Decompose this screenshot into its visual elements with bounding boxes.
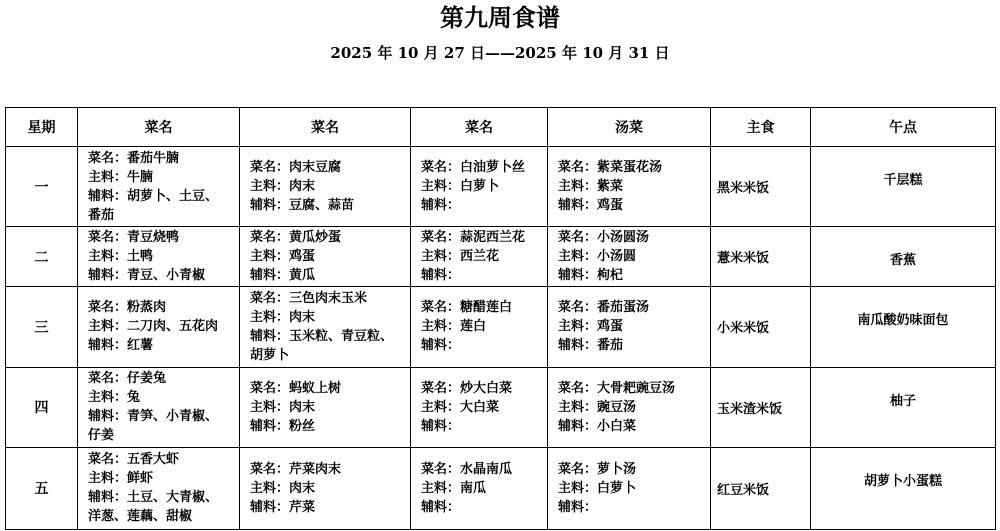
date-range: 2025 年 10 月 27 日——2025 年 10 月 31 日 — [330, 44, 670, 62]
dish-3-cell — [411, 367, 548, 447]
dish-line: 主料：二刀肉、五花肉 — [88, 319, 219, 335]
dish-line: 菜名：黄瓜炒蛋 — [250, 230, 342, 246]
dish-line: 主料：鸡蛋 — [250, 249, 316, 265]
dish-line: 辅料：胡萝卜、土豆、 — [88, 188, 219, 204]
dish-1-cell — [78, 287, 240, 367]
dish-line: 菜名：大骨耙豌豆汤 — [558, 380, 676, 396]
dish-2-cell — [240, 147, 411, 227]
dish-line: 主料：牛腩 — [88, 169, 154, 185]
dish-line: 主料：肉末 — [250, 480, 316, 496]
menu-table — [5, 107, 996, 530]
dish-1-cell — [78, 147, 240, 227]
dish-line: 主料：莲白 — [421, 319, 487, 335]
dish-line: 主料：肉末 — [250, 309, 316, 325]
dish-line: 主料：白萝卜 — [558, 480, 637, 496]
dish-line: 菜名：蚂蚁上树 — [250, 380, 342, 396]
dish-line: 菜名：萝卜汤 — [558, 461, 637, 477]
soup-cell — [548, 227, 711, 287]
dish-line: 胡萝卜 — [250, 347, 290, 363]
dish-line: 仔姜 — [88, 428, 115, 444]
table-row — [6, 447, 996, 529]
snack-cell: 柚子 — [811, 367, 996, 447]
dish-line: 主料：土鸭 — [88, 249, 154, 265]
table-row — [6, 227, 996, 287]
staple-cell: 红豆米饭 — [711, 447, 811, 529]
dish-line: 洋葱、莲藕、甜椒 — [88, 509, 193, 525]
table-row — [6, 287, 996, 367]
dish-2-cell — [240, 287, 411, 367]
dish-line: 菜名：小汤圆汤 — [558, 230, 650, 246]
snack-cell: 香蕉 — [811, 227, 996, 287]
dish-line: 主料：小汤圆 — [558, 249, 637, 265]
dish-line: 辅料：小白菜 — [558, 418, 637, 434]
page-title: 第九周食谱 — [440, 3, 560, 32]
dish-line: 主料：豌豆汤 — [558, 399, 637, 415]
dish-line: 辅料：番茄 — [558, 338, 624, 354]
soup-cell — [548, 447, 711, 529]
dish-2-cell — [240, 367, 411, 447]
weekday-cell: 三 — [6, 287, 78, 367]
weekday-cell: 五 — [6, 447, 78, 529]
header-row — [6, 108, 996, 147]
dish-line: 菜名：五香大虾 — [88, 452, 180, 468]
weekday-cell: 二 — [6, 227, 78, 287]
dish-2-cell — [240, 227, 411, 287]
snack-cell: 千层糕 — [811, 147, 996, 227]
dish-line: 辅料：青豆、小青椒 — [88, 268, 206, 284]
dish-line: 菜名：糖醋莲白 — [421, 300, 513, 316]
dish-line: 辅料： — [421, 499, 461, 515]
weekday-cell: 四 — [6, 367, 78, 447]
dish-2-cell — [240, 447, 411, 529]
staple-cell: 薏米米饭 — [711, 227, 811, 287]
dish-1-cell — [78, 367, 240, 447]
dish-line: 辅料：黄瓜 — [250, 268, 316, 284]
dish-line: 主料：鸡蛋 — [558, 319, 624, 335]
header-staple: 主食 — [711, 108, 811, 147]
header-weekday: 星期 — [6, 108, 78, 147]
header-soup: 汤菜 — [548, 108, 711, 147]
dish-line: 菜名：肉末豆腐 — [250, 160, 342, 176]
dish-line: 辅料：青笋、小青椒、 — [88, 409, 219, 425]
dish-line: 菜名：青豆烧鸭 — [88, 230, 180, 246]
dish-line: 主料：鲜虾 — [88, 471, 154, 487]
soup-cell — [548, 147, 711, 227]
table-row — [6, 147, 996, 227]
dish-line: 主料：南瓜 — [421, 480, 487, 496]
dish-line: 辅料：芹菜 — [250, 499, 316, 515]
dish-line: 辅料：玉米粒、青豆粒、 — [250, 328, 394, 344]
snack-cell: 胡萝卜小蛋糕 — [811, 447, 996, 529]
dish-line: 菜名：三色肉末玉米 — [250, 290, 368, 306]
dish-line: 菜名：仔姜兔 — [88, 371, 167, 387]
header-dish-2: 菜名 — [240, 108, 411, 147]
snack-cell: 南瓜酸奶味面包 — [811, 287, 996, 367]
dish-line: 辅料： — [421, 418, 461, 434]
soup-cell — [548, 367, 711, 447]
dish-line: 辅料：豆腐、蒜苗 — [250, 198, 355, 214]
dish-line: 辅料：土豆、大青椒、 — [88, 490, 219, 506]
dish-line: 菜名：芹菜肉末 — [250, 461, 342, 477]
dish-line: 番茄 — [88, 207, 115, 223]
dish-3-cell — [411, 147, 548, 227]
dish-line: 主料：大白菜 — [421, 399, 500, 415]
dish-line: 菜名：紫菜蛋花汤 — [558, 160, 663, 176]
dish-1-cell — [78, 227, 240, 287]
dish-line: 辅料：红薯 — [88, 338, 154, 354]
dish-3-cell — [411, 227, 548, 287]
dish-line: 菜名：炒大白菜 — [421, 380, 513, 396]
dish-line: 菜名：粉蒸肉 — [88, 300, 167, 316]
staple-cell: 黑米米饭 — [711, 147, 811, 227]
dish-line: 主料：紫菜 — [558, 179, 624, 195]
dish-line: 主料：西兰花 — [421, 249, 500, 265]
dish-3-cell — [411, 287, 548, 367]
table-row — [6, 367, 996, 447]
dish-line: 主料：肉末 — [250, 179, 316, 195]
header-dish-1: 菜名 — [78, 108, 240, 147]
dish-3-cell — [411, 447, 548, 529]
weekday-cell: 一 — [6, 147, 78, 227]
dish-line: 菜名：蒜泥西兰花 — [421, 230, 526, 246]
dish-1-cell — [78, 447, 240, 529]
dish-line: 辅料： — [421, 198, 461, 214]
staple-cell: 玉米渣米饭 — [711, 367, 811, 447]
soup-cell — [548, 287, 711, 367]
dish-line: 辅料： — [421, 268, 461, 284]
header-snack: 午点 — [811, 108, 996, 147]
dish-line: 菜名：白油萝卜丝 — [421, 160, 526, 176]
staple-cell: 小米米饭 — [711, 287, 811, 367]
dish-line: 主料：肉末 — [250, 399, 316, 415]
dish-line: 辅料：鸡蛋 — [558, 198, 624, 214]
dish-line: 辅料： — [421, 338, 461, 354]
dish-line: 主料：白萝卜 — [421, 179, 500, 195]
header-dish-3: 菜名 — [411, 108, 548, 147]
dish-line: 菜名：水晶南瓜 — [421, 461, 513, 477]
dish-line: 菜名：番茄蛋汤 — [558, 300, 650, 316]
dish-line: 辅料：粉丝 — [250, 418, 316, 434]
dish-line: 主料：兔 — [88, 390, 141, 406]
dish-line: 辅料： — [558, 499, 598, 515]
dish-line: 辅料：枸杞 — [558, 268, 624, 284]
dish-line: 菜名：番茄牛腩 — [88, 150, 180, 166]
